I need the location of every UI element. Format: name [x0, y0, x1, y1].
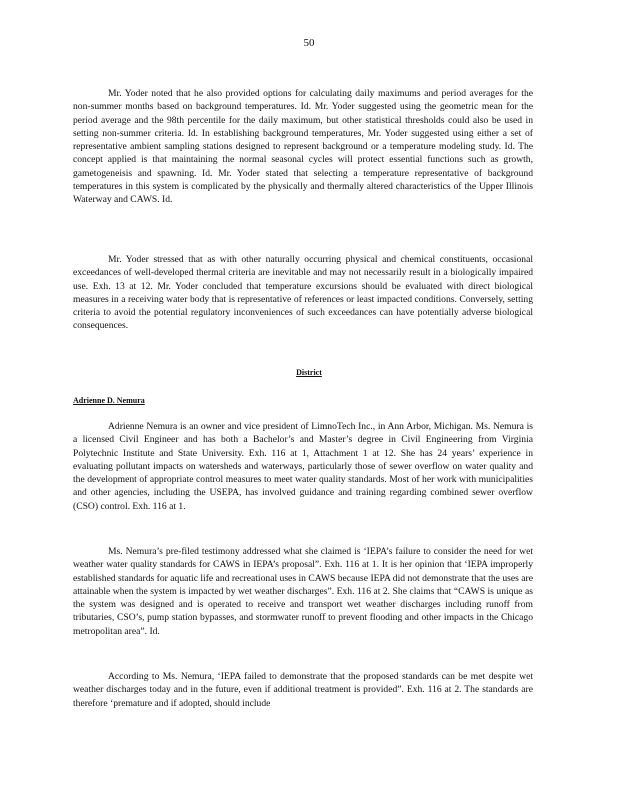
paragraph-nemura-background: Adrienne Nemura is an owner and vice president of LimnoTech Inc., in Ann Arbor, Michigan. Ms. Nemura is a licensed Civil Engineer and has both a Bachelor’s and Master’s degree in Civil Engineering from Virginia Polytechnic Institute and State University. Exh. 116 at 1, Attachment 1 at 12. She has 24 years’ experience in evaluating pollutant impacts on watersheds and waterways, particularly those of sewer overflow on water quality and the development of appropriate control measures to meet water quality standards. Most of her work with municipalities and other agencies, including the USEPA, has involved guidance and training regarding combined sewer overflow (CSO) control. Exh. 116 at 1. — [73, 421, 533, 512]
witness-heading: Adrienne D. Nemura — [73, 396, 145, 405]
paragraph-yoder-exceedances: Mr. Yoder stressed that as with other naturally occurring physical and chemical constituents, occasional exceedances of well-developed thermal criteria are inevitable and may not necessarily result in a biologically impaired use. Exh. 13 at 12. Mr. Yoder concluded that temperature excursions should be evaluated with direct biological measures in a receiving water body that is representative of references or least impacted conditions. Conversely, setting criteria to avoid the potential regulatory inconveniences of such exceedances can have potentially adverse biological consequences. — [73, 254, 533, 332]
paragraph-nemura-testimony: Ms. Nemura’s pre-filed testimony addressed what she claimed is ‘IEPA’s failure to consider the need for wet weather water quality standards for CAWS in IEPA’s proposal”. Exh. 116 at 1. It is her opinion that ‘IEPA improperly established standards for aquatic life and recreational uses in CAWS because IEPA did not demonstrate that the uses are attainable when the system is impacted by wet weather discharges”. Exh. 116 at 2. She claims that “CAWS is unique as the system was designed and is operated to receive and transport wet weather discharges including runoff from tributaries, CSO’s, pump station bypasses, and stormwater runoff to prevent flooding and other impacts in the Chicago metropolitan area”. Id. — [73, 546, 533, 637]
page-number: 50 — [303, 37, 315, 49]
paragraph-yoder-options: Mr. Yoder noted that he also provided options for calculating daily maximums and period averages for the non-summer months based on background temperatures. Id. Mr. Yoder suggested using the geometric mean for the period average and the 98th percentile for the daily maximum, but other statistical thresholds could also be used in setting non-summer criteria. Id. In establishing background temperatures, Mr. Yoder suggested using either a set of representative ambient sampling stations designed to represent background or a temperature modeling study. Id. The concept applied is that maintaining the normal seasonal cycles will protect essential functions such as growth, gametogeneisis and spawning. Id. Mr. Yoder stated that selecting a temperature representative of background temperatures in this system is complicated by the physically and thermally altered characteristics of the Upper Illinois Waterway and CAWS. Id. — [73, 88, 533, 206]
section-heading-district: District — [296, 368, 322, 377]
paragraph-nemura-standards: According to Ms. Nemura, ‘IEPA failed to demonstrate that the proposed standards can be met despite wet weather discharges today and in the future, even if additional treatment is provided”. Exh. 116 at 2. The standards are therefore ‘premature and if adopted, should include — [73, 671, 533, 709]
